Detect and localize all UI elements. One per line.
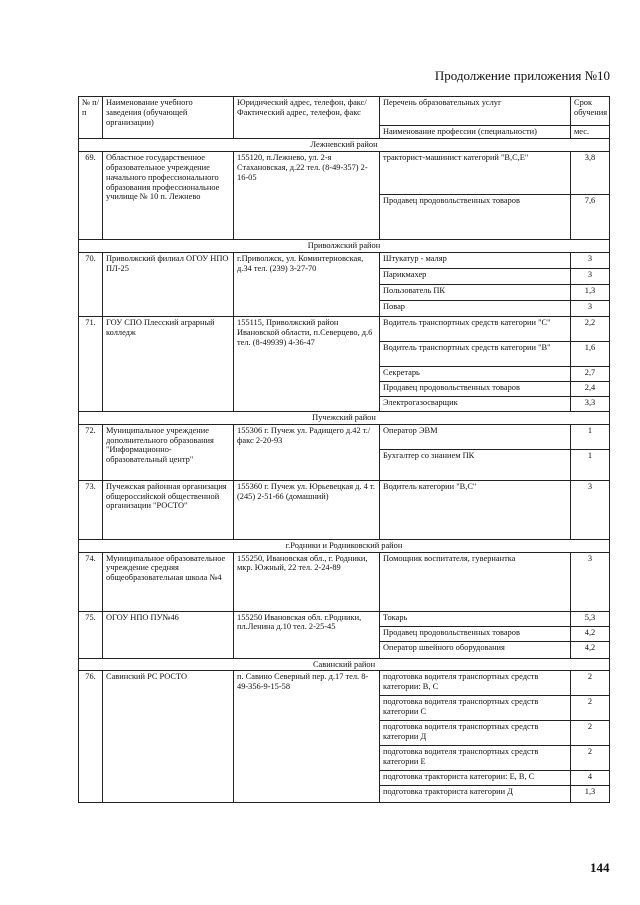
program-name: подготовка водителя транспортных средств категории Е [380, 746, 571, 771]
table-row [79, 611, 610, 626]
region-row [79, 411, 610, 424]
header-address: Юридический адрес, телефон, факс/ Фактический адрес, телефон, факс [234, 97, 380, 139]
program-term: 2,2 [571, 316, 610, 341]
table-row [79, 480, 610, 539]
institution-address: 155250 Ивановская обл. г.Родники, пл.Ленина д.10 тел. 2-25-45 [234, 611, 380, 658]
institution-name: ОГОУ НПО ПУ№46 [103, 611, 234, 658]
program-term: 1,3 [571, 284, 610, 300]
program-name: подготовка водителя транспортных средств категории Д [380, 721, 571, 746]
program-name: Помощник воспитателя, гувернантка [380, 552, 571, 611]
region-title: Пучежский район [79, 411, 610, 424]
region-row [79, 539, 610, 552]
table-row [79, 552, 610, 611]
institution-name: Областное государственное образовательное учреждение начального профессионального образования профессиональное училище № 10 п. Лежнево [103, 151, 234, 239]
program-name: Оператор ЭВМ [380, 424, 571, 449]
entry-number: 69. [79, 151, 103, 239]
program-name: Продавец продовольственных товаров [380, 626, 571, 641]
header-profession: Наименование профессии (специальности) [380, 126, 571, 139]
program-name: Токарь [380, 611, 571, 626]
region-title: г.Родники и Родниковский район [79, 539, 610, 552]
program-term: 1 [571, 424, 610, 449]
program-name: Водитель транспортных средств категории "С" [380, 316, 571, 341]
entry-number: 73. [79, 480, 103, 539]
program-term: 4,2 [571, 626, 610, 641]
program-name: Продавец продовольственных товаров [380, 194, 571, 239]
program-term: 4,2 [571, 641, 610, 658]
program-term: 3,8 [571, 151, 610, 194]
program-name: подготовка водителя транспортных средств категории С [380, 696, 571, 721]
table-row [79, 252, 610, 268]
page-header: Продолжение приложения №10 [434, 68, 610, 83]
table-row [79, 424, 610, 449]
program-name: Водитель транспортных средств категории "В" [380, 341, 571, 366]
institution-name: Савинский РС РОСТО [103, 671, 234, 803]
region-row [79, 239, 610, 252]
institution-address: 155115, Приволжский район Ивановской области, п.Северцево, д.6 тел. (8-49939) 4-36-47 [234, 316, 380, 411]
institution-address: 155360 г. Пучеж ул. Юрьевецкая д. 4 т.(245) 2-51-66 (домашний) [234, 480, 380, 539]
institution-address: п. Савино Северный пер. д.17 тел. 8-49-356-9-15-58 [234, 671, 380, 803]
program-name: подготовка тракториста категории: Е, В, С [380, 771, 571, 786]
program-name: Водитель категории "В,С" [380, 480, 571, 539]
entry-number: 71. [79, 316, 103, 411]
header-name: Наименование учебного заведения (обучающей организации) [103, 97, 234, 139]
institution-address: 155120, п.Лежнево, ул. 2-я Стахановская, д.22 тел. (8-49-357) 2-16-05 [234, 151, 380, 239]
institution-name: Муниципальное учреждение дополнительного образования "Информационно-образовательный центр" [103, 424, 234, 480]
region-title: Савинский район [79, 658, 610, 671]
program-name: Оператор швейного оборудования [380, 641, 571, 658]
program-term: 2 [571, 721, 610, 746]
institution-name: ГОУ СПО Плесский аграрный колледж [103, 316, 234, 411]
program-term: 4 [571, 771, 610, 786]
program-term: 1 [571, 449, 610, 480]
program-name: Пользователь ПК [380, 284, 571, 300]
institution-name: Муниципальное образовательное учреждение средняя общеобразовательная школа №4 [103, 552, 234, 611]
entry-number: 72. [79, 424, 103, 480]
program-term: 3 [571, 300, 610, 316]
region-title: Приволжский район [79, 239, 610, 252]
program-term: 2 [571, 671, 610, 696]
page-number: 144 [590, 860, 610, 875]
institution-address: 155250, Ивановская обл., г. Родники, мкр. Южный, 22 тел. 2-24-89 [234, 552, 380, 611]
institution-name: Пучежская районная организация общероссийской общественной организации "РОСТО" [103, 480, 234, 539]
program-term: 1,3 [571, 786, 610, 803]
institution-address: г.Приволжск, ул. Коминтерновская, д.34 тел. (239) 3-27-70 [234, 252, 380, 316]
program-name: Бухгалтер со знанием ПК [380, 449, 571, 480]
program-term: 1,6 [571, 341, 610, 366]
program-name: Электрогазосварщик [380, 396, 571, 411]
header-services: Перечень образовательных услуг [380, 97, 571, 126]
entry-number: 74. [79, 552, 103, 611]
program-term: 2 [571, 746, 610, 771]
program-name: Секретарь [380, 366, 571, 381]
region-row [79, 138, 610, 151]
program-name: подготовка водителя транспортных средств категории: В, С [380, 671, 571, 696]
program-term: 2,7 [571, 366, 610, 381]
program-name: Парикмахер [380, 268, 571, 284]
program-name: тракторист-машинист категорий "В,С,Е" [380, 151, 571, 194]
program-term: 3 [571, 268, 610, 284]
program-term: 3 [571, 252, 610, 268]
entry-number: 70. [79, 252, 103, 316]
entry-number: 75. [79, 611, 103, 658]
program-name: Повар [380, 300, 571, 316]
header-num: № п/п [79, 97, 103, 139]
header-term-unit: мес. [571, 126, 610, 139]
region-title: Лежневский район [79, 138, 610, 151]
program-term: 7,6 [571, 194, 610, 239]
table-row [79, 671, 610, 696]
program-term: 5,3 [571, 611, 610, 626]
program-name: подготовка тракториста категории Д [380, 786, 571, 803]
region-row [79, 658, 610, 671]
institution-name: Приволжский филиал ОГОУ НПО ПЛ-25 [103, 252, 234, 316]
program-term: 3 [571, 552, 610, 611]
program-term: 2,4 [571, 381, 610, 396]
program-name: Продавец продовольственных товаров [380, 381, 571, 396]
table-row [79, 316, 610, 341]
header-row [79, 97, 610, 126]
program-term: 3 [571, 480, 610, 539]
entry-number: 76. [79, 671, 103, 803]
program-name: Штукатур - маляр [380, 252, 571, 268]
header-term: Срок обучения [571, 97, 610, 126]
program-term: 3,3 [571, 396, 610, 411]
institution-address: 155306 г. Пучеж ул. Радищего д.42 т./факс 2-20-93 [234, 424, 380, 480]
table-body [79, 138, 610, 803]
program-term: 2 [571, 696, 610, 721]
table-row [79, 151, 610, 194]
training-table [78, 96, 610, 803]
